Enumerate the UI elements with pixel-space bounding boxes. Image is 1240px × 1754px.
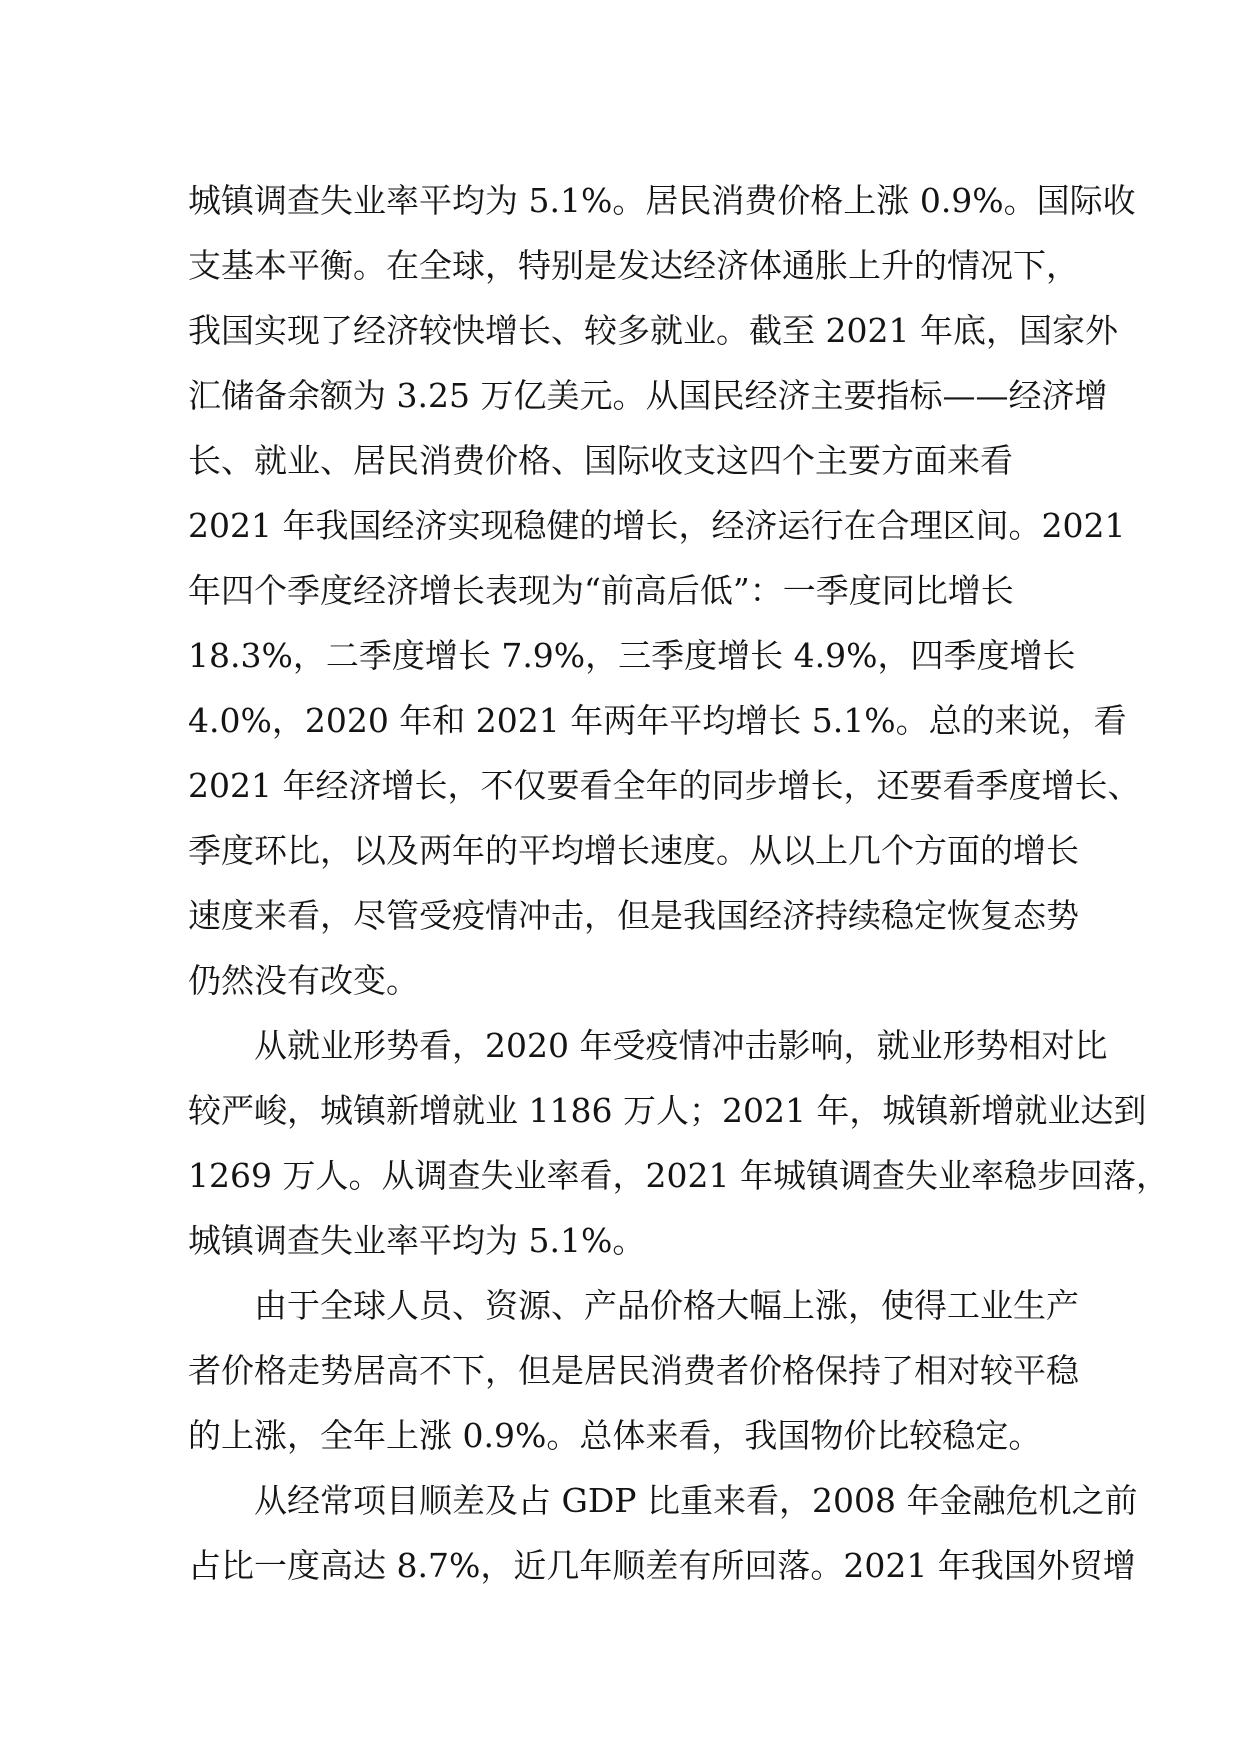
text-line: 4.0%，2020 年和 2021 年两年平均增长 5.1%。总的来说，看 (188, 701, 1127, 740)
text-line: 2021 年经济增长，不仅要看全年的同步增长，还要看季度增长、 (188, 766, 1141, 805)
text-line: 18.3%，二季度增长 7.9%，三季度增长 4.9%，四季度增长 (188, 636, 1076, 675)
text-line: 城镇调查失业率平均为 5.1%。 (188, 1221, 646, 1260)
text-line: 1269 万人。从调查失业率看，2021 年城镇调查失业率稳步回落， (188, 1156, 1169, 1195)
body-text (188, 168, 1169, 1598)
text-line: 速度来看，尽管受疫情冲击，但是我国经济持续稳定恢复态势 (188, 896, 1079, 935)
text-line: 较严峻，城镇新增就业 1186 万人；2021 年，城镇新增就业达到 (188, 1091, 1147, 1130)
text-line: 的上涨，全年上涨 0.9%。总体来看，我国物价比较稳定。 (188, 1416, 1042, 1455)
text-line: 长、就业、居民消费价格、国际收支这四个主要方面来看 (188, 441, 1013, 480)
paragraph-current-account (188, 1468, 1138, 1598)
text-line: 由于全球人员、资源、产品价格大幅上涨，使得工业生产 (188, 1286, 1079, 1325)
text-line: 仍然没有改变。 (188, 961, 419, 1000)
paragraph-employment (188, 1013, 1169, 1273)
text-line: 季度环比，以及两年的平均增长速度。从以上几个方面的增长 (188, 831, 1079, 870)
text-line: 2021 年我国经济实现稳健的增长，经济运行在合理区间。2021 (188, 506, 1126, 545)
text-line: 汇储备余额为 3.25 万亿美元。从国民经济主要指标——经济增 (188, 376, 1108, 415)
text-line: 支基本平衡。在全球，特别是发达经济体通胀上升的情况下， (188, 246, 1079, 285)
text-line: 我国实现了经济较快增长、较多就业。截至 2021 年底，国家外 (188, 311, 1118, 350)
text-line: 者价格走势居高不下，但是居民消费者价格保持了相对较平稳 (188, 1351, 1079, 1390)
paragraph-prices (188, 1273, 1088, 1468)
text-line: 从经常项目顺差及占 GDP 比重来看，2008 年金融危机之前 (188, 1481, 1138, 1520)
text-line: 年四个季度经济增长表现为“前高后低”：一季度同比增长 (188, 571, 1014, 610)
text-line: 城镇调查失业率平均为 5.1%。居民消费价格上涨 0.9%。国际收 (188, 181, 1136, 220)
text-line: 从就业形势看，2020 年受疫情冲击影响，就业形势相对比 (188, 1026, 1108, 1065)
text-line: 占比一度高达 8.7%，近几年顺差有所回落。2021 年我国外贸增 (188, 1546, 1136, 1585)
paragraph-economy-overview (188, 168, 1141, 1013)
